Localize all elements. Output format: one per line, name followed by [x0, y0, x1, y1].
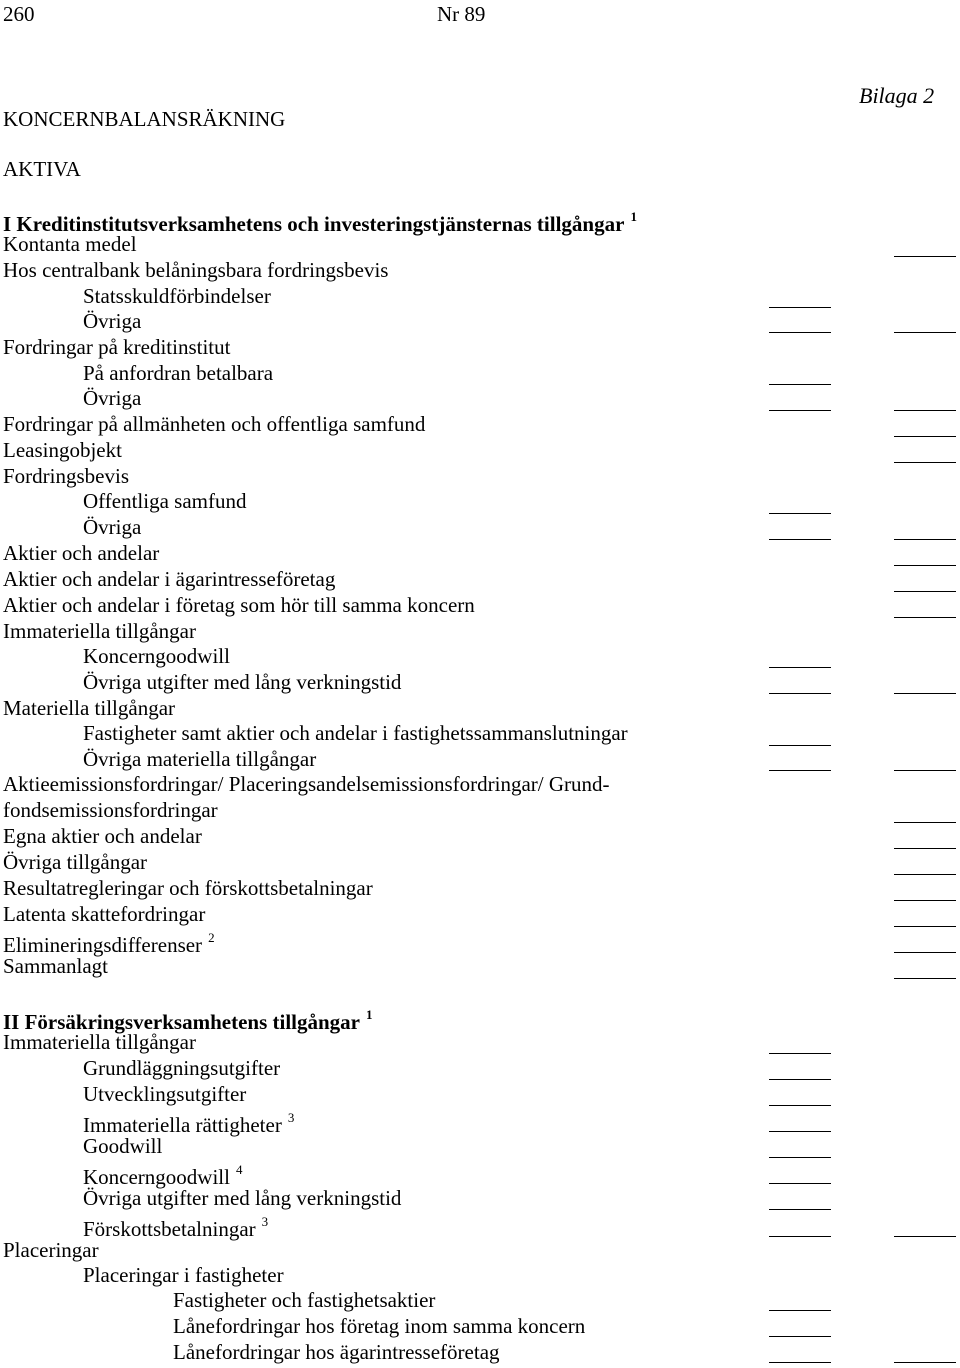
line-issue-receivables: Aktieemissionsfordringar/ Placeringsandelsemissionsfordringar/ Grund- [3, 772, 610, 796]
amount-rule [769, 1362, 831, 1363]
footnote-ref: 4 [235, 1162, 243, 1177]
footnote-ref: 3 [287, 1110, 295, 1125]
subtotal-rule [894, 410, 956, 411]
line-total: Sammanlagt [3, 954, 108, 978]
line-tangible: Materiella tillgångar [3, 696, 176, 720]
footnote-ref: 1 [366, 1007, 373, 1022]
line-public-bodies: Offentliga samfund [83, 489, 247, 513]
line-other-a: Övriga [83, 309, 142, 333]
line-leasing: Leasingobjekt [3, 438, 122, 462]
line-other-c: Övriga [83, 515, 142, 539]
amount-rule [769, 1336, 831, 1337]
amount-rule [769, 1053, 831, 1054]
amount-rule [769, 1079, 831, 1080]
section-1-heading-text: I Kreditinstitutsverksamhetens och investeringstjänsternas tillgångar [3, 212, 625, 236]
line-issue-receivables-cont: fondsemissionsfordringar [3, 798, 218, 822]
subtotal-rule [894, 256, 956, 257]
line-own-shares: Egna aktier och andelar [3, 824, 202, 848]
line-on-demand: På anfordran betalbara [83, 361, 274, 385]
amount-rule [769, 1157, 831, 1158]
line-shares-owner: Aktier och andelar i ägarintresseföretag [3, 567, 336, 591]
subtotal-rule [894, 926, 956, 927]
balance-sheet-title: KONCERNBALANSRÄKNING [3, 107, 286, 131]
line-elimination-text: Elimineringsdifferenser [3, 933, 203, 957]
amount-rule [769, 332, 831, 333]
total-rule [894, 978, 956, 979]
amount-rule [769, 1236, 831, 1237]
line-intangible-2: Immateriella tillgångar [3, 1030, 196, 1054]
amount-rule [769, 410, 831, 411]
line-shares-group: Aktier och andelar i företag som hör till samma koncern [3, 593, 475, 617]
line-rights-text: Immateriella rättigheter [83, 1113, 282, 1137]
line-deferred-tax: Latenta skattefordringar [3, 902, 206, 926]
line-prepayments-text: Förskottsbetalningar [83, 1217, 256, 1241]
amount-rule [769, 1131, 831, 1132]
amount-rule [769, 1183, 831, 1184]
subtotal-rule [894, 1362, 956, 1363]
line-intangible: Immateriella tillgångar [3, 619, 196, 643]
footnote-ref: 1 [630, 209, 637, 224]
amount-rule [769, 513, 831, 514]
line-loans-owner: Lånefordringar hos ägarintresseföretag [173, 1340, 500, 1364]
amount-rule [769, 667, 831, 668]
subtotal-rule [894, 462, 956, 463]
footnote-ref: 3 [261, 1214, 269, 1229]
line-formation: Grundläggningsutgifter [83, 1056, 281, 1080]
line-prepayments [83, 1211, 268, 1242]
line-investments: Placeringar [3, 1238, 99, 1262]
subtotal-rule [894, 822, 956, 823]
line-real-estate-shares: Fastigheter och fastighetsaktier [173, 1288, 436, 1312]
amount-rule [769, 1105, 831, 1106]
footnote-ref: 2 [208, 930, 215, 945]
amount-rule [769, 539, 831, 540]
line-goodwill-group: Koncerngoodwill [83, 644, 230, 668]
line-credit-inst: Fordringar på kreditinstitut [3, 335, 231, 359]
subtotal-rule [894, 848, 956, 849]
subtotal-rule [894, 770, 956, 771]
line-bonds: Fordringsbevis [3, 464, 129, 488]
line-other-assets: Övriga tillgångar [3, 850, 148, 874]
line-loans-group: Lånefordringar hos företag inom samma koncern [173, 1314, 586, 1338]
line-other-long-term: Övriga utgifter med lång verkningstid [83, 670, 402, 694]
line-other-long-term-2: Övriga utgifter med lång verkningstid [83, 1186, 402, 1210]
amount-rule [769, 745, 831, 746]
line-accruals: Resultatregleringar och förskottsbetalningar [3, 876, 373, 900]
line-goodwill-group-text: Koncerngoodwill [83, 1165, 230, 1189]
amount-rule [769, 1310, 831, 1311]
subtotal-rule [894, 874, 956, 875]
line-goodwill: Goodwill [83, 1134, 163, 1158]
issue-number: Nr 89 [437, 2, 486, 26]
line-shares: Aktier och andelar [3, 541, 160, 565]
subtotal-rule [894, 900, 956, 901]
amount-rule [769, 693, 831, 694]
subtotal-rule [894, 565, 956, 566]
assets-title: AKTIVA [3, 157, 81, 181]
line-public-claims: Fordringar på allmänheten och offentliga samfund [3, 412, 426, 436]
line-other-b: Övriga [83, 386, 142, 410]
subtotal-rule [894, 539, 956, 540]
subtotal-rule [894, 952, 956, 953]
line-cash: Kontanta medel [3, 232, 137, 256]
line-real-estate: Fastigheter samt aktier och andelar i fastighetssammanslutningar [83, 721, 628, 745]
line-treasury: Statsskuldförbindelser [83, 284, 271, 308]
line-inv-real-estate: Placeringar i fastigheter [83, 1263, 284, 1287]
subtotal-rule [894, 436, 956, 437]
section-2-heading-text: II Försäkringsverksamhetens tillgångar [3, 1010, 360, 1034]
amount-rule [769, 384, 831, 385]
subtotal-rule [894, 693, 956, 694]
subtotal-rule [894, 591, 956, 592]
line-other-tangible: Övriga materiella tillgångar [83, 747, 317, 771]
line-development: Utvecklingsutgifter [83, 1082, 247, 1106]
amount-rule [769, 307, 831, 308]
line-cb-eligible: Hos centralbank belåningsbara fordringsbevis [3, 258, 389, 282]
amount-rule [769, 770, 831, 771]
subtotal-rule [894, 1236, 956, 1237]
appendix-label: Bilaga 2 [859, 83, 935, 108]
amount-rule [769, 1209, 831, 1210]
subtotal-rule [894, 332, 956, 333]
page-number: 260 [3, 2, 35, 26]
subtotal-rule [894, 617, 956, 618]
